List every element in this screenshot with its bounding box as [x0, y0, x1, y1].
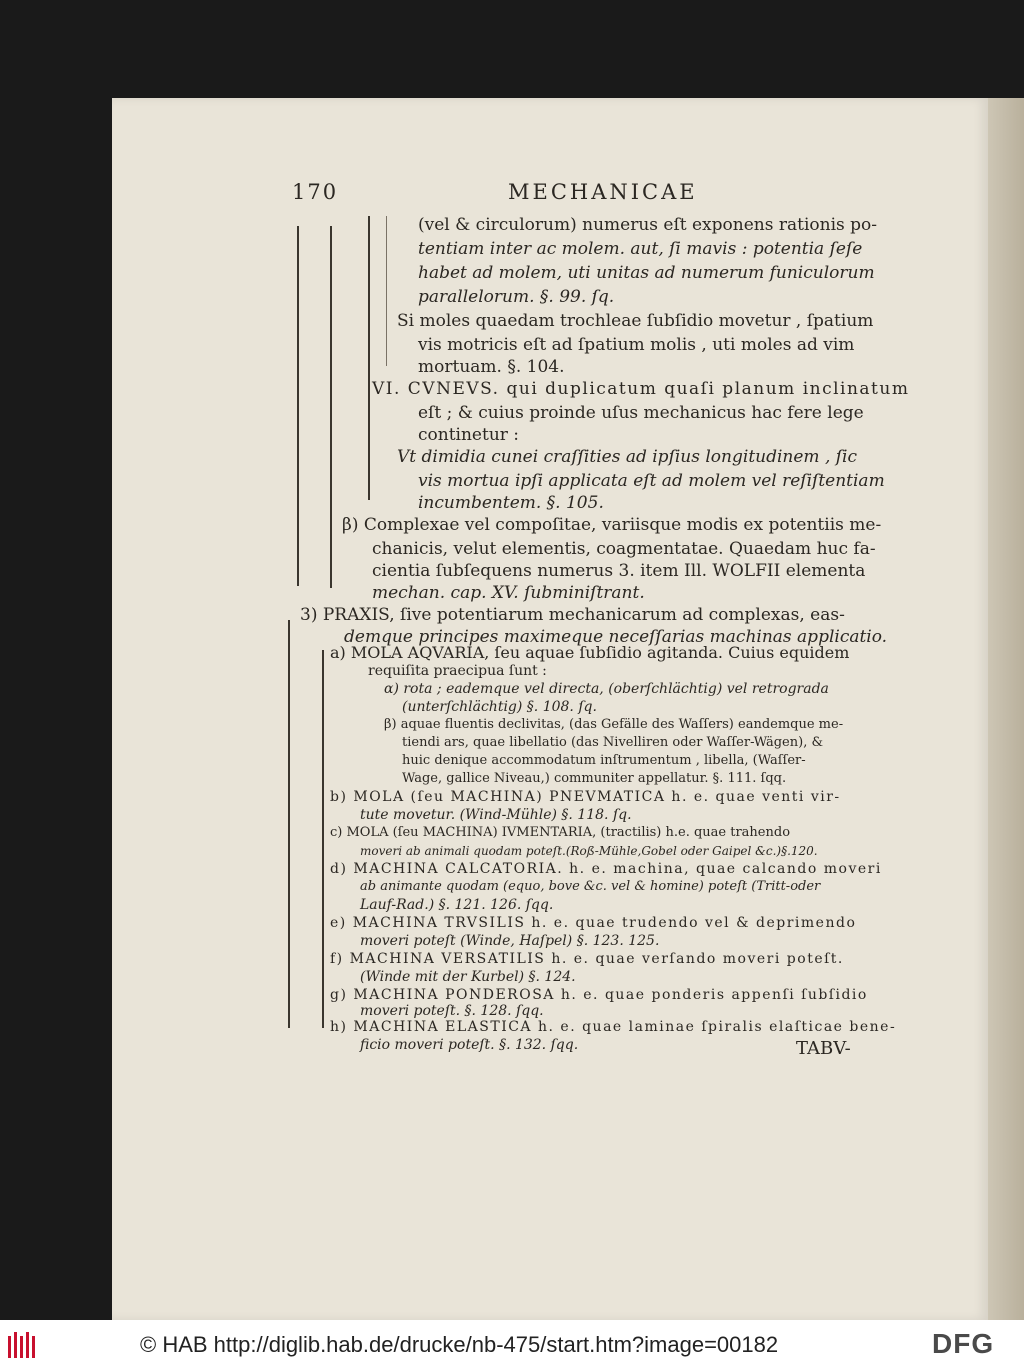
text-line: a) MOLA AQVARIA, ſeu aquae ſubſidio agitanda. Cuius equidem: [330, 643, 850, 662]
text-line: chanicis, velut elementis, coagmentatae. Quaedam huc fa-: [372, 539, 876, 559]
text-line: (unterſchlächtig) §. 108. ſq.: [402, 699, 597, 715]
running-head: MECHANICAE: [508, 180, 698, 204]
bracket-rule-level3: [368, 216, 370, 500]
text-line: β) aquae fluentis declivitas, (das Gefälle des Waſſers) eandemque me-: [384, 717, 844, 732]
text-line: f) MACHINA VERSATILIS h. e. quae verſando moveri poteſt.: [330, 951, 844, 967]
bracket-rule-praxis: [288, 620, 290, 1028]
text-line: demque principes maximeque neceſſarias machinas applicatio.: [344, 627, 888, 647]
text-line: mortuam. §. 104.: [418, 357, 565, 377]
text-line: parallelorum. §. 99. ſq.: [418, 287, 615, 307]
text-line: moveri poteſt. §. 128. ſqq.: [360, 1003, 544, 1019]
text-line: 3) PRAXIS, ſive potentiarum mechanicarum ad complexas, eas-: [300, 605, 845, 625]
text-line: (Winde mit der Kurbel) §. 124.: [360, 969, 576, 985]
text-line: ficio moveri poteſt. §. 132. ſqq.: [360, 1037, 579, 1053]
footer-bar: [0, 1320, 1024, 1368]
text-line: mechan. cap. XV. ſubminiſtrant.: [372, 583, 645, 603]
text-line: g) MACHINA PONDEROSA h. e. quae ponderis appenſi ſubſidio: [330, 987, 868, 1003]
text-line: cientia ſubſequens numerus 3. item Ill. WOLFII elementa: [372, 561, 866, 581]
bracket-rule-machines: [322, 650, 324, 1028]
text-line: vis motricis eſt ad ſpatium molis , uti moles ad vim: [418, 335, 855, 355]
text-line: moveri poteſt (Winde, Haſpel) §. 123. 125.: [360, 933, 660, 949]
text-line: tiendi ars, quae libellatio (das Nivelliren oder Waſſer-Wägen), &: [402, 735, 824, 750]
text-line: (vel & circulorum) numerus eſt exponens rationis po-: [418, 215, 877, 235]
text-line: α) rota ; eademque vel directa, (oberſchlächtig) vel retrograda: [384, 681, 829, 697]
next-page-edge: [985, 98, 1024, 1320]
text-line: huic denique accommodatum inſtrumentum , libella, (Waſſer-: [402, 753, 806, 768]
text-line: h) MACHINA ELASTICA h. e. quae laminae ſpiralis elaſticae bene-: [330, 1019, 897, 1035]
bracket-rule-level4: [386, 216, 387, 366]
catchword: TABV-: [796, 1038, 851, 1059]
text-line: c) MOLA (ſeu MACHINA) IVMENTARIA, (tractilis) h.e. quae trahendo: [330, 825, 791, 840]
text-line: moveri ab animali quodam poteſt.(Roß-Mühle,Gobel oder Gaipel &c.)§.120.: [360, 844, 818, 858]
text-line: b) MOLA (ſeu MACHINA) PNEVMATICA h. e. quae venti vir-: [330, 789, 841, 805]
hab-logo-icon: [8, 1330, 40, 1358]
bracket-rule-outer: [297, 226, 299, 586]
text-line: ab animante quodam (equo, bove &c. vel & homine) poteſt (Tritt-oder: [360, 879, 821, 894]
text-line: eſt ; & cuius proinde uſus mechanicus hac fere lege: [418, 403, 864, 423]
text-line: β) Complexae vel compoſitae, variisque modis ex potentiis me-: [342, 515, 882, 535]
text-line: Wage, gallice Niveau,) communiter appellatur. §. 111. ſqq.: [402, 771, 787, 786]
text-line: d) MACHINA CALCATORIA. h. e. machina, quae calcando moveri: [330, 861, 882, 877]
text-line: vis mortua ipſi applicata eſt ad molem vel reſiſtentiam: [418, 471, 885, 491]
text-line: incumbentem. §. 105.: [418, 493, 604, 513]
text-line: habet ad molem, uti unitas ad numerum funiculorum: [418, 263, 875, 283]
copyright-link[interactable]: © HAB http://diglib.hab.de/drucke/nb-475/start.htm?image=00182: [140, 1332, 779, 1357]
text-line: VI. CVNEVS. qui duplicatum quaſi planum inclinatum: [372, 379, 910, 399]
text-line: Si moles quaedam trochleae ſubſidio movetur , ſpatium: [397, 311, 874, 331]
text-line: requiſita praecipua ſunt :: [368, 663, 547, 679]
bracket-rule-level2: [330, 226, 332, 588]
text-line: e) MACHINA TRVSILIS h. e. quae trudendo vel & deprimendo: [330, 915, 857, 931]
text-line: tute movetur. (Wind-Mühle) §. 118. ſq.: [360, 807, 632, 823]
dfg-logo: DFG: [932, 1328, 995, 1359]
text-line: tentiam inter ac molem. aut, ſi mavis : potentia ſeſe: [418, 239, 863, 259]
text-line: Lauf-Rad.) §. 121. 126. ſqq.: [360, 897, 554, 913]
text-line: continetur :: [418, 425, 520, 445]
page-number: 170: [292, 180, 339, 204]
text-line: Vt dimidia cunei craſſities ad ipſius longitudinem , ſic: [397, 447, 858, 467]
